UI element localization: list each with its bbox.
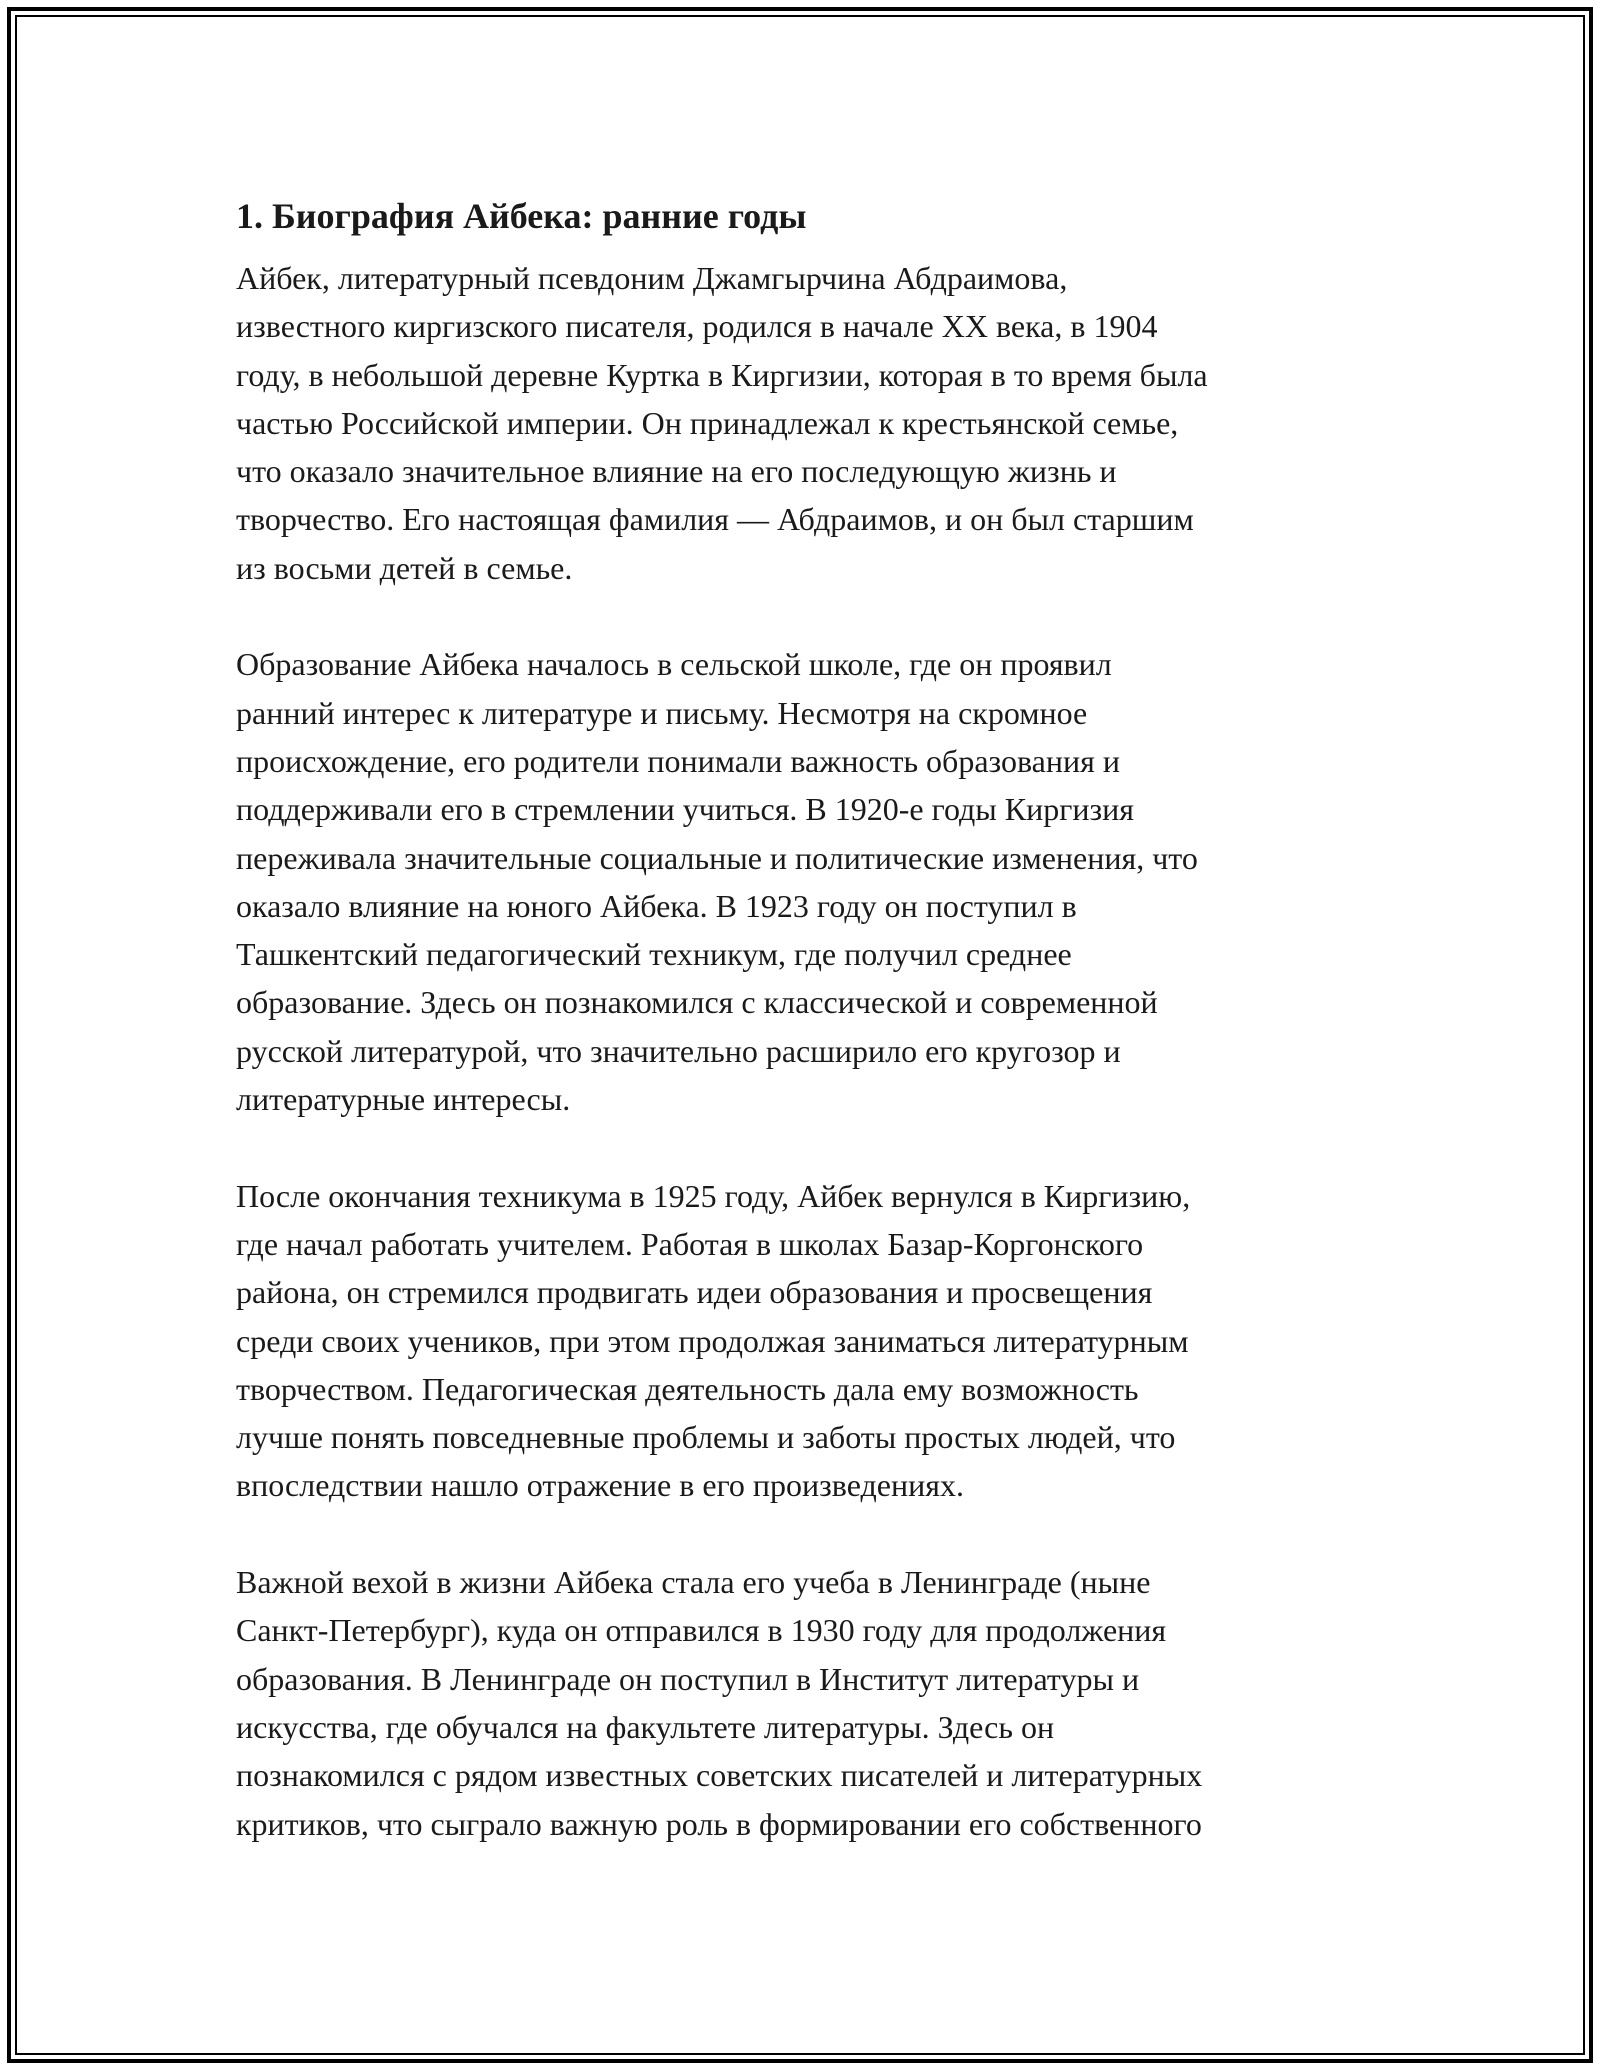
text-line: творчеством. Педагогическая деятельность дала ему возможность (236, 1370, 1139, 1407)
text-line: После окончания техникума в 1925 году, Айбек вернулся в Киргизию, (236, 1177, 1191, 1214)
text-line: литературные интересы. (236, 1081, 571, 1118)
text-line: искусства, где обучался на факультете литературы. Здесь он (236, 1708, 1055, 1745)
text-line: образования. В Ленинграде он поступил в Институт литературы и (236, 1660, 1140, 1697)
text-line: частью Российской империи. Он принадлежал к крестьянской семье, (236, 404, 1179, 441)
paragraph-4 (236, 1558, 1386, 1848)
text-line: где начал работать учителем. Работая в школах Базар-Коргонского (236, 1225, 1144, 1262)
text-line: Санкт-Петербург), куда он отправился в 1930 году для продолжения (236, 1612, 1167, 1649)
text-line: познакомился с рядом известных советских писателей и литературных (236, 1757, 1203, 1794)
text-line: Айбек, литературный псевдоним Джамгырчина Абдраимова, (236, 260, 1068, 296)
text-line: из восьми детей в семье. (236, 549, 573, 586)
text-line: Важной вехой в жизни Айбека стала его учеба в Ленинграде (ныне (236, 1564, 1151, 1601)
page-title: 1. Биография Айбека: ранние годы (236, 196, 807, 236)
text-line: района, он стремился продвигать идеи образования и просвещения (236, 1274, 1153, 1311)
text-line: критиков, что сыграло важную роль в формировании его собственного (236, 1805, 1202, 1842)
text-line: впоследствии нашло отражение в его произведениях. (236, 1467, 964, 1504)
text-line: поддерживали его в стремлении учиться. В 1920-е годы Киргизия (236, 791, 1134, 828)
text-line: переживала значительные социальные и политические изменения, что (236, 839, 1198, 876)
text-line: лучше понять повседневные проблемы и заботы простых людей, что (236, 1419, 1176, 1456)
text-line: происхождение, его родители понимали важность образования и (236, 742, 1120, 779)
text-line: что оказало значительное влияние на его последующую жизнь и (236, 453, 1117, 490)
text-line: Образование Айбека началось в сельской школе, где он проявил (236, 646, 1112, 683)
text-line: среди своих учеников, при этом продолжая заниматься литературным (236, 1322, 1189, 1359)
text-line: Ташкентский педагогический техникум, где получил среднее (236, 936, 1072, 973)
document-body (236, 188, 1386, 1896)
text-line: русской литературой, что значительно расширило его кругозор и (236, 1032, 1121, 1069)
text-line: известного киргизского писателя, родился в начале XX века, в 1904 (236, 308, 1158, 345)
text-line: ранний интерес к литературе и письму. Несмотря на скромное (236, 694, 1088, 731)
paragraph-3 (236, 1172, 1386, 1510)
text-line: творчество. Его настоящая фамилия — Абдраимов, и он был старшим (236, 501, 1194, 538)
paragraph-1 (236, 254, 1386, 592)
text-line: образование. Здесь он познакомился с классической и современной (236, 984, 1158, 1021)
text-line: году, в небольшой деревне Куртка в Киргизии, которая в то время была (236, 356, 1208, 393)
text-line: оказало влияние на юного Айбека. В 1923 году он поступил в (236, 887, 1077, 924)
paragraph-2 (236, 640, 1386, 1123)
